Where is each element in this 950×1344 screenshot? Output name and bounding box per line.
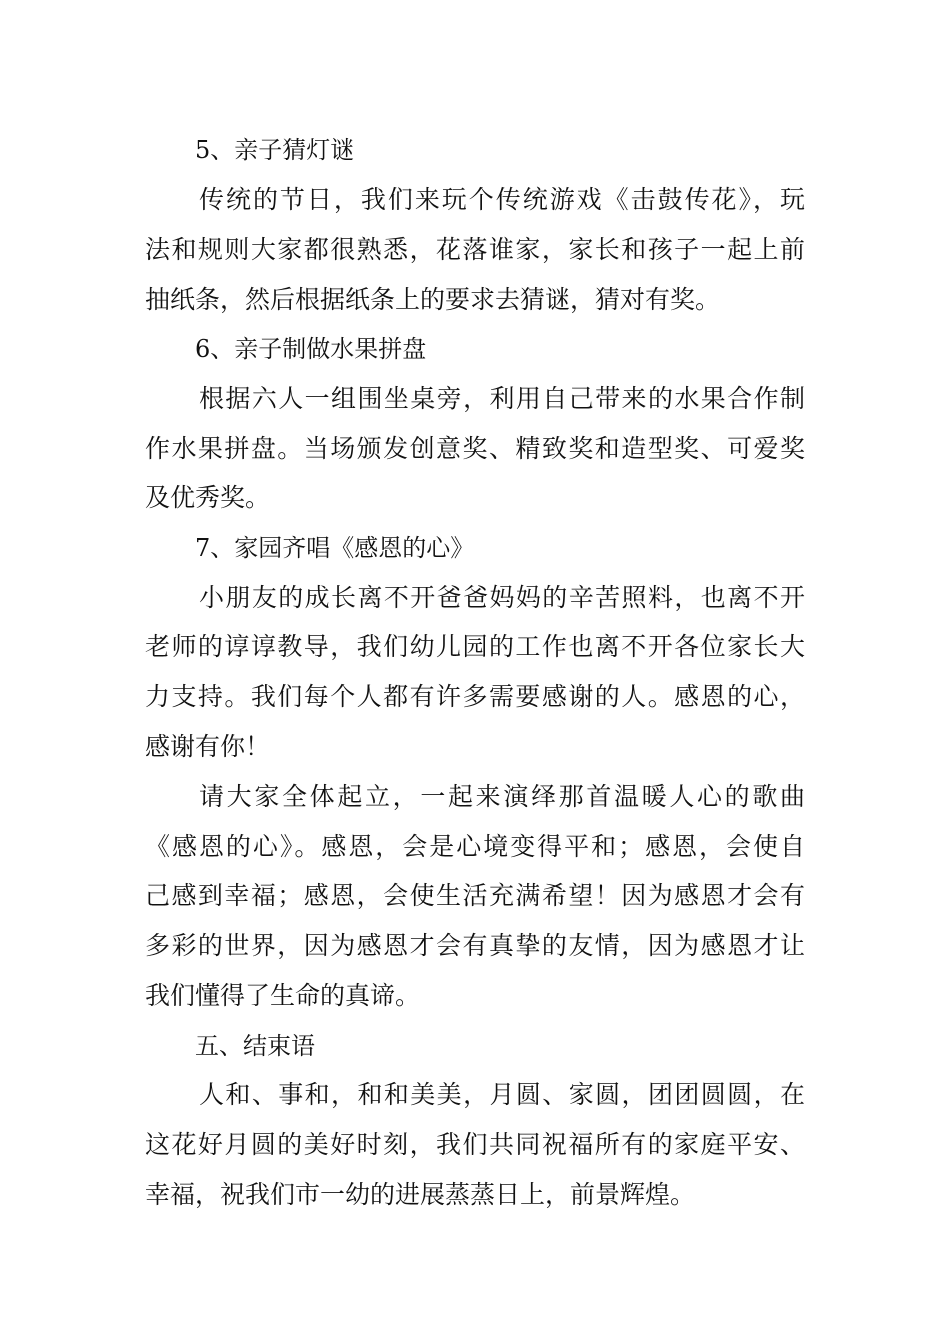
section-heading-5: 5、亲子猜灯谜	[195, 136, 355, 164]
paragraph-line: 己感到幸福；感恩，会使生活充满希望！因为感恩才会有	[145, 881, 805, 910]
paragraph-line: 多彩的世界，因为感恩才会有真挚的友情，因为感恩才让	[145, 931, 805, 960]
paragraph-line: 小朋友的成长离不开爸爸妈妈的辛苦照料，也离不开	[199, 583, 805, 612]
paragraph-line: 根据六人一组围坐桌旁，利用自己带来的水果合作制	[199, 384, 805, 413]
paragraph-line: 幸福，祝我们市一幼的进展蒸蒸日上，前景辉煌。	[145, 1180, 696, 1209]
paragraph-line: 《感恩的心》。感恩，会是心境变得平和；感恩，会使自	[145, 832, 805, 861]
paragraph-line: 老师的谆谆教导，我们幼儿园的工作也离不开各位家长大	[145, 632, 805, 661]
section-heading-7: 7、家园齐唱《感恩的心》	[195, 534, 475, 562]
paragraph-line: 这花好月圆的美好时刻，我们共同祝福所有的家庭平安、	[145, 1130, 805, 1159]
paragraph-line: 感谢有你！	[145, 732, 271, 761]
paragraph-line: 作水果拼盘。当场颁发创意奖、精致奖和造型奖、可爱奖	[145, 434, 805, 463]
section-heading-6: 6、亲子制做水果拼盘	[195, 335, 427, 363]
paragraph-line: 传统的节日，我们来玩个传统游戏《击鼓传花》，玩	[199, 185, 805, 214]
paragraph-line: 请大家全体起立，一起来演绎那首温暖人心的歌曲	[199, 782, 805, 811]
paragraph-line: 人和、事和，和和美美，月圆、家圆，团团圆圆，在	[199, 1080, 805, 1109]
paragraph-line: 法和规则大家都很熟悉，花落谁家，家长和孩子一起上前	[145, 235, 805, 264]
paragraph-line: 抽纸条，然后根据纸条上的要求去猜谜，猜对有奖。	[145, 285, 721, 314]
paragraph-line: 力支持。我们每个人都有许多需要感谢的人。感恩的心，	[145, 682, 805, 711]
section-heading-conclusion: 五、结束语	[195, 1032, 315, 1060]
paragraph-line: 我们懂得了生命的真谛。	[145, 981, 421, 1010]
paragraph-line: 及优秀奖。	[145, 483, 271, 512]
